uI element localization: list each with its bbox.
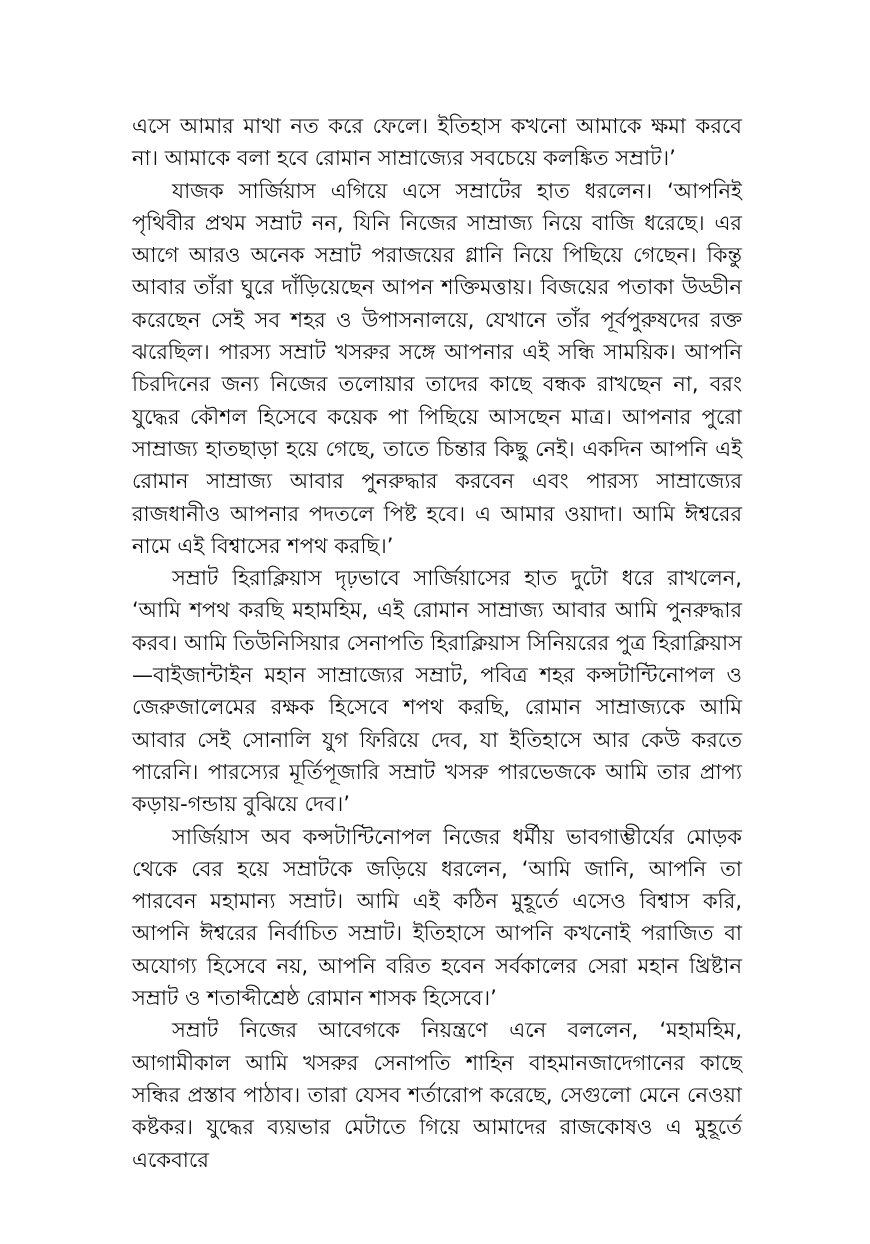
paragraph-sergius-reassurance: যাজক সার্জিয়াস এগিয়ে এসে সম্রাটের হাত ধরলেন। ‘আপনিই পৃথিবীর প্রথম সম্রাট নন, যিনি নিজের সাম্রাজ্য নিয়ে বাজি ধরেছে। এর আগে আরও অনেক সম্রাট পরাজয়ের গ্লানি নিয়ে পিছিয়ে গেছেন। কিন্তু আবার তাঁরা ঘুরে দাঁড়িয়েছেন আপন শক্তিমত্তায়। বিজয়ের পতাকা উড্ডীন করেছেন সেই সব শহর ও উপাসনালয়ে, যেখানে তাঁর পূর্বপুরুষদের রক্ত ঝরেছিল। পারস্য সম্রাট খসরুর সঙ্গে আপনার এই সন্ধি সাময়িক। আপনি চিরদিনের জন্য নিজের তলোয়ার তাদের কাছে বন্ধক রাখছেন না, বরং যুদ্ধের কৌশল হিসেবে কয়েক পা পিছিয়ে আসছেন মাত্র। আপনার পুরো সাম্রাজ্য হাতছাড়া হয়ে গেছে, তাতে চিন্তার কিছু নেই। একদিন আপনি এই রোমান সাম্রাজ্য আবার পুনরুদ্ধার করবেন এবং পারস্য সাম্রাজ্যের রাজধানীও আপনার পদতলে পিষ্ট হবে। এ আমার ওয়াদা। আমি ঈশ্বরের নামে এই বিশ্বাসের শপথ করছি।’ [132,178,742,558]
paragraph-sergius-embrace: সার্জিয়াস অব কন্সটান্টিনোপল নিজের ধর্মীয় ভাবগাম্ভীর্যের মোড়ক থেকে বের হয়ে সম্রাটকে জড়িয়ে ধরলেন, ‘আমি জানি, আপনি তা পারবেন মহামান্য সম্রাট। আমি এই কঠিন মুহূর্তে এসেও বিশ্বাস করি, আপনি ঈশ্বরের নির্বাচিত সম্রাট। ইতিহাসে আপনি কখনোই পরাজিত বা অযোগ্য হিসেবে নয়, আপনি বরিত হবেন সর্বকালের সেরা মহান খ্রিষ্টান সম্রাট ও শতাব্দীশ্রেষ্ঠ রোমান শাসক হিসেবে।’ [132,824,742,1011]
paragraph-emperor-plan: সম্রাট নিজের আবেগকে নিয়ন্ত্রণে এনে বললেন, ‘মহামহিম, আগামীকাল আমি খসরুর সেনাপতি শাহিন বাহমানজাদেগানের কাছে সন্ধির প্রস্তাব পাঠাব। তারা যেসব শর্তারোপ করেছে, সেগুলো মেনে নেওয়া কষ্টকর। যুদ্ধের ব্যয়ভার মেটাতে গিয়ে আমাদের রাজকোষও এ মুহূর্তে একেবারে [132,1018,742,1172]
paragraph-continuation: এসে আমার মাথা নত করে ফেলে। ইতিহাস কখনো আমাকে ক্ষমা করবে না। আমাকে বলা হবে রোমান সাম্রাজ্যের সবচেয়ে কলঙ্কিত সম্রাট।’ [132,114,742,171]
paragraph-heraclius-oath: সম্রাট হিরাক্লিয়াস দৃঢ়ভাবে সার্জিয়াসের হাত দুটো ধরে রাখলেন, ‘আমি শপথ করছি মহামহিম, এই রোমান সাম্রাজ্য আবার আমি পুনরুদ্ধার করব। আমি তিউনিসিয়ার সেনাপতি হিরাক্লিয়াস সিনিয়রের পুত্র হিরাক্লিয়াস—বাইজান্টাইন মহান সাম্রাজ্যের সম্রাট, পবিত্র শহর কন্সটান্টিনোপল ও জেরুজালেমের রক্ষক হিসেবে শপথ করছি, রোমান সাম্রাজ্যকে আমি আবার সেই সোনালি যুগ ফিরিয়ে দেব, যা ইতিহাসে আর কেউ করতে পারেনি। পারস্যের মূর্তিপূজারি সম্রাট খসরু পারভেজকে আমি তার প্রাপ্য কড়ায়-গন্ডায় বুঝিয়ে দেব।’ [132,566,742,817]
page-body [132,110,742,1176]
